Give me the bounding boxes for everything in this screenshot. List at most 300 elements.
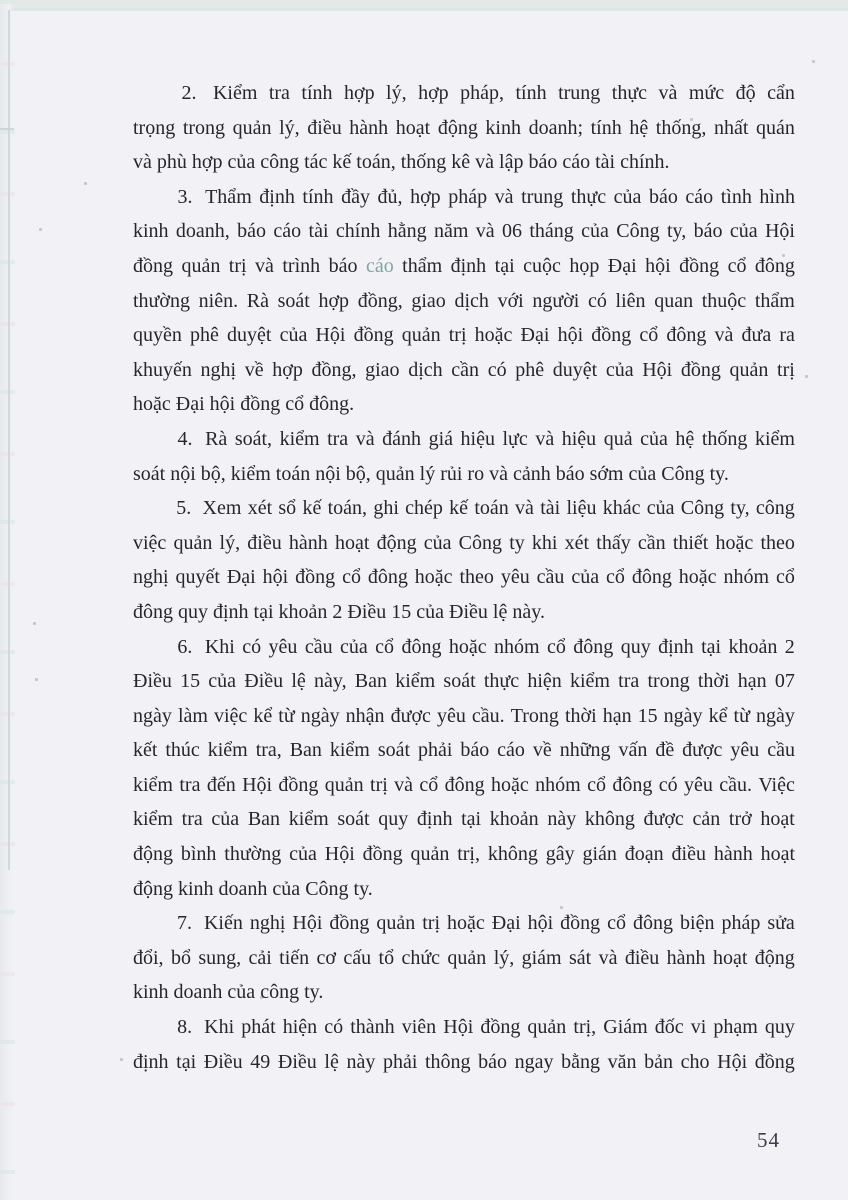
word: giao — [365, 358, 400, 381]
word: phê — [515, 358, 545, 381]
text-line — [133, 699, 795, 734]
word: của — [423, 531, 452, 554]
scan-speck — [39, 228, 42, 231]
word: đông — [631, 566, 672, 589]
word: yêu — [683, 773, 713, 796]
word: định — [658, 635, 694, 658]
word: tra — [268, 82, 290, 104]
word: đồng — [362, 843, 403, 866]
word: của — [581, 220, 609, 243]
word: thống, — [655, 116, 707, 139]
word: quản — [324, 773, 364, 796]
word: đồng, — [357, 289, 403, 312]
word: vấn — [618, 739, 648, 762]
word: mức — [688, 82, 725, 104]
word: sổ — [278, 497, 297, 520]
word: thời — [697, 670, 730, 693]
word: soát, — [234, 427, 273, 450]
word: tại — [176, 1050, 197, 1073]
word: hoặc — [678, 566, 717, 589]
word: hiện — [527, 670, 562, 693]
clause-5 — [133, 491, 795, 629]
word: việc — [213, 704, 248, 727]
word: không — [584, 808, 635, 831]
word: Công — [680, 497, 725, 520]
word: gây — [545, 843, 575, 866]
word: 4. — [177, 427, 198, 450]
word: định — [450, 254, 487, 277]
word: khuyến — [133, 358, 192, 381]
text-line — [133, 975, 795, 1010]
scan-left-edge-tick — [0, 128, 14, 130]
word: lý, — [386, 82, 407, 104]
word: tính — [590, 116, 622, 139]
clause-3 — [133, 180, 795, 422]
word: cơ — [316, 946, 336, 969]
word: việc — [133, 531, 167, 554]
word: Điều — [133, 670, 172, 693]
word: động — [133, 843, 173, 866]
word: của — [289, 843, 317, 866]
word: đánh — [382, 427, 422, 450]
word: Đại — [491, 912, 521, 935]
word: cổ — [587, 773, 606, 796]
word: ngày — [133, 704, 172, 727]
word: tính — [515, 82, 547, 104]
word: toán — [474, 497, 509, 520]
word: Điều — [244, 670, 284, 693]
word: hội — [645, 254, 671, 277]
word: tổ — [378, 946, 395, 969]
word: cầu — [767, 739, 795, 762]
word: doanh; — [528, 116, 583, 139]
word: cổ — [607, 912, 627, 935]
word: sung, — [198, 946, 242, 969]
word: quản — [447, 946, 487, 969]
word: trung — [521, 185, 564, 208]
word: ra — [779, 324, 795, 347]
word: cần — [451, 358, 480, 381]
word: chính — [335, 220, 381, 243]
word: hành — [349, 116, 389, 139]
word: nhóm — [723, 566, 770, 589]
word: hoặc — [414, 566, 453, 589]
word: trị, — [573, 1016, 597, 1039]
word: sửa — [767, 912, 795, 935]
word: niên. — [198, 289, 239, 312]
scan-speck — [33, 622, 36, 625]
word: khoản — [728, 635, 778, 658]
word: hình — [759, 185, 795, 208]
word: lý, — [219, 531, 241, 554]
word: tháng — [529, 220, 574, 243]
word: Công — [616, 220, 660, 243]
word: 8. — [177, 1016, 198, 1039]
word: đốc — [654, 1016, 684, 1039]
word: và — [598, 946, 618, 969]
clause-8 — [133, 1010, 795, 1079]
word: quản — [173, 531, 213, 554]
word: của — [211, 808, 240, 831]
word: định — [416, 808, 453, 831]
word: đồng — [353, 324, 394, 347]
word: nhóm — [535, 773, 581, 796]
word: trình — [282, 254, 321, 277]
word: trong — [182, 116, 226, 139]
word: ghi — [373, 497, 399, 520]
word: và — [394, 773, 414, 796]
word: trở — [728, 808, 752, 831]
word: tài — [540, 497, 561, 520]
word: quy — [620, 635, 651, 658]
word: ty, — [730, 497, 750, 520]
word: Hội — [292, 912, 323, 935]
word: thẩm — [402, 254, 443, 277]
word: đông — [401, 635, 442, 658]
word: phải — [417, 739, 453, 762]
word: Đại — [607, 254, 637, 277]
word: liên — [615, 289, 646, 312]
word: 2 — [784, 635, 795, 658]
scan-top-edge-line — [0, 8, 848, 11]
word: tại — [494, 254, 515, 277]
word: thông — [424, 1050, 471, 1073]
word: trị — [370, 773, 388, 796]
word: nhận — [345, 704, 385, 727]
word: Hội — [324, 843, 355, 866]
word: quản — [232, 116, 272, 139]
word: giám — [521, 946, 562, 969]
word: tại — [461, 808, 482, 831]
word: trung — [558, 82, 601, 104]
word: vi — [690, 1016, 707, 1039]
word: lệ — [324, 1050, 339, 1073]
word: quyền — [133, 324, 182, 347]
word: cẩn — [767, 82, 795, 104]
word: phê — [190, 324, 219, 347]
word: năm — [433, 220, 469, 243]
word: Kiểm — [212, 82, 258, 104]
word: văn — [607, 1050, 637, 1073]
word: quyết — [175, 566, 220, 589]
word: cải — [248, 946, 272, 969]
word: hoặc — [447, 912, 485, 935]
word: phạm — [713, 1016, 758, 1039]
word: thực — [570, 185, 607, 208]
word: hạn — [602, 704, 632, 727]
text-line — [133, 180, 795, 215]
word: 7. — [176, 912, 197, 935]
word: những — [559, 739, 611, 762]
text-line — [133, 457, 795, 492]
word: cuộc — [523, 254, 561, 277]
word: duyệt — [552, 358, 598, 381]
word: ngày — [756, 704, 795, 727]
word: nghị — [249, 912, 286, 935]
word: bình — [180, 843, 217, 866]
word: đồng — [133, 254, 173, 277]
faded-word: cáo — [365, 254, 394, 277]
word: đủ, — [377, 185, 403, 208]
word: quả — [603, 427, 633, 450]
word: tra — [327, 427, 349, 450]
word: quan — [654, 289, 694, 312]
word: thấy — [596, 531, 631, 554]
word: hoặc — [448, 635, 487, 658]
text-line — [133, 526, 795, 561]
word: này, — [314, 670, 347, 693]
text-line — [133, 249, 795, 284]
word: định — [133, 1050, 169, 1073]
word: Việc — [758, 773, 795, 796]
word: Hội — [764, 220, 795, 243]
word: hợp — [344, 82, 375, 104]
word: bổ — [170, 946, 191, 969]
word: tại — [701, 635, 722, 658]
text-segment: kinh doanh của công ty. — [133, 981, 324, 1004]
text-line — [133, 145, 795, 180]
word: cáo — [685, 185, 714, 208]
word: kiểm — [754, 427, 795, 450]
word: đồng — [329, 912, 370, 935]
word: báo — [648, 185, 678, 208]
text-line — [133, 318, 795, 353]
word: cổ — [606, 566, 625, 589]
word: cho — [680, 1050, 710, 1073]
clause-2 — [133, 76, 795, 180]
word: hoạt — [334, 531, 370, 554]
word: tính — [301, 82, 333, 104]
word: Kiến — [203, 912, 243, 935]
word: cổ — [727, 254, 747, 277]
word: yêu — [730, 739, 760, 762]
word: kết — [133, 739, 158, 762]
word: Giám — [603, 1016, 648, 1039]
word: hoạt — [395, 116, 431, 139]
word: tra, — [255, 739, 282, 762]
word: hiện — [282, 1016, 318, 1039]
word: cổ — [547, 635, 566, 658]
word: sát — [569, 946, 592, 969]
text-line — [133, 214, 795, 249]
word: trị — [777, 358, 795, 381]
text-line — [133, 111, 795, 146]
word: dịch — [454, 289, 489, 312]
word: định — [259, 185, 295, 208]
word: báo — [693, 220, 723, 243]
word: tra — [618, 670, 640, 693]
word: yêu — [500, 566, 530, 589]
word: làm — [177, 704, 208, 727]
word: của — [729, 220, 758, 243]
word: và — [658, 82, 678, 104]
word: cầu. — [471, 704, 505, 727]
word: công — [755, 497, 795, 520]
word: kể — [708, 704, 728, 727]
word: quản — [401, 324, 441, 347]
word: nghị — [133, 566, 169, 589]
word: hành — [713, 843, 753, 866]
word: Ban — [247, 808, 281, 831]
word: đông — [633, 912, 674, 935]
word: của — [646, 497, 675, 520]
document-body — [133, 76, 795, 1079]
word: tra — [179, 773, 201, 796]
word: thống — [701, 427, 748, 450]
word: được — [682, 739, 723, 762]
word: hành — [288, 531, 328, 554]
word: trị, — [457, 843, 480, 866]
word: về — [244, 358, 264, 381]
word: cản — [692, 808, 721, 831]
word: đông — [666, 324, 707, 347]
text-line — [133, 837, 795, 872]
word: liệu — [566, 497, 597, 520]
text-segment: hoặc Đại hội đồng cổ đông. — [133, 393, 355, 416]
word: 2. — [181, 82, 202, 104]
text-line — [133, 802, 795, 837]
word: hợp — [418, 82, 449, 104]
text-segment: đông quy định tại khoản 2 Điều 15 của Điều lệ này. — [133, 600, 545, 623]
word: đồng — [278, 773, 319, 796]
word: hành — [666, 946, 706, 969]
text-line — [133, 768, 795, 803]
word: tài — [308, 220, 329, 243]
word: ngay — [514, 1050, 554, 1073]
word: đồng — [295, 566, 336, 589]
word: 06 — [502, 220, 522, 243]
word: đề — [655, 739, 675, 762]
word: cổ — [342, 566, 361, 589]
word: hợp — [318, 289, 350, 312]
word: Khi — [204, 635, 235, 658]
word: 3. — [177, 185, 198, 208]
word: quy — [378, 808, 409, 831]
text-segment: và phù hợp của công tác kế toán, thống kê và lập báo cáo tài chính. — [133, 151, 670, 174]
word: và — [355, 427, 375, 450]
word: kiểm — [569, 670, 610, 693]
page-number: 54 — [757, 1128, 780, 1152]
text-line — [133, 595, 795, 630]
word: đầy — [341, 185, 370, 208]
word: theo — [760, 531, 795, 554]
word: đoạn — [624, 843, 664, 866]
word: về — [532, 739, 552, 762]
word: điều — [247, 531, 282, 554]
word: viên — [401, 1016, 437, 1039]
word: lý, — [493, 946, 515, 969]
text-line — [133, 387, 795, 422]
word: hoặc — [491, 773, 529, 796]
word: quản — [181, 254, 221, 277]
word: 5. — [176, 497, 197, 520]
word: hoạt — [760, 843, 795, 866]
word: lực — [502, 427, 528, 450]
word: báo — [460, 739, 490, 762]
word: từ — [278, 704, 295, 727]
word: xét — [247, 497, 273, 520]
word: đông — [612, 773, 653, 796]
word: trong — [647, 670, 690, 693]
word: trị — [228, 254, 247, 277]
word: kiểm — [329, 739, 370, 762]
word: nhóm — [494, 635, 540, 658]
word: doanh, — [175, 220, 230, 243]
word: soát — [377, 739, 411, 762]
word: 15 — [637, 704, 658, 727]
word: cầu. — [719, 773, 752, 796]
word: động — [376, 531, 417, 554]
word: Hội — [242, 773, 273, 796]
word: Hội — [717, 1050, 748, 1073]
word: cần — [637, 531, 666, 554]
word: tiến — [279, 946, 310, 969]
word: trị — [448, 324, 467, 347]
text-line — [133, 491, 795, 526]
word: thẩm — [754, 289, 795, 312]
word: Hội — [642, 358, 673, 381]
text-line — [133, 872, 795, 907]
word: soát — [443, 670, 476, 693]
word: lý, — [279, 116, 300, 139]
word: hợp — [272, 358, 303, 381]
word: thực — [483, 670, 520, 693]
word: của — [605, 358, 634, 381]
word: cáo — [497, 739, 525, 762]
word: đưa — [741, 324, 772, 347]
text-line — [133, 1010, 795, 1045]
word: trị — [422, 912, 441, 935]
word: này — [346, 1050, 376, 1073]
word: Đại — [226, 566, 256, 589]
word: quy — [764, 1016, 795, 1039]
word: nghị — [200, 358, 237, 381]
word: cầu — [304, 635, 333, 658]
word: hệ — [629, 116, 649, 139]
word: có — [658, 773, 678, 796]
word: cầu — [536, 566, 565, 589]
word: người — [532, 289, 580, 312]
word: được — [643, 808, 684, 831]
word: thời — [564, 704, 597, 727]
word: kinh — [133, 220, 169, 243]
text-segment: soát nội bộ, kiểm toán nội bộ, quản lý rủi ro và cảnh báo sớm của Công ty. — [133, 462, 729, 485]
scan-speck — [120, 1058, 123, 1061]
word: hoạt — [712, 946, 748, 969]
word: nhất — [713, 116, 749, 139]
word: thành — [350, 1016, 395, 1039]
word: cổ — [375, 635, 395, 658]
word: 15 — [180, 670, 201, 693]
word: Đại — [520, 324, 550, 347]
word: thiết — [672, 531, 709, 554]
word: ty — [509, 531, 525, 554]
word: phát — [241, 1016, 276, 1039]
word: đồng — [560, 912, 601, 935]
text-line — [133, 76, 795, 111]
word: điều — [307, 116, 342, 139]
word: đồng — [679, 254, 720, 277]
word: khi — [531, 531, 558, 554]
word: này — [547, 808, 577, 831]
word: báo — [328, 254, 358, 277]
word: quán — [755, 116, 795, 139]
text-line — [133, 422, 795, 457]
word: bằng — [561, 1050, 601, 1073]
word: pháp — [448, 185, 488, 208]
word: và — [475, 220, 495, 243]
word: từ — [733, 704, 750, 727]
